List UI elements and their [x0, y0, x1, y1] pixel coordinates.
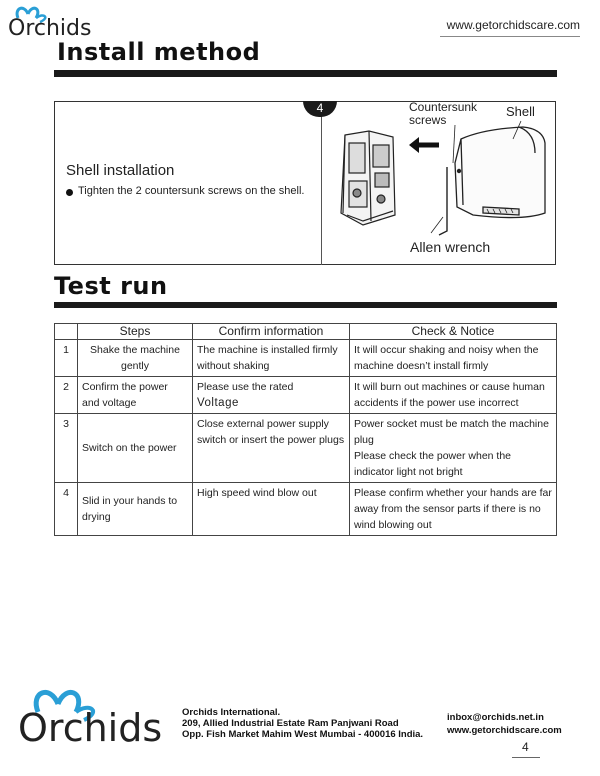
shell-installation-heading: Shell installation — [66, 162, 175, 179]
footer-address — [182, 707, 423, 740]
header-confirm-information: Confirm information — [193, 324, 350, 340]
footer-email[interactable]: inbox@orchids.net.in — [447, 712, 544, 723]
allen-wrench-icon — [439, 167, 447, 235]
row-number: 4 — [55, 483, 78, 536]
install-method-title: Install method — [57, 38, 261, 66]
test-run-title-rule — [54, 302, 557, 308]
logo-wordmark: Orchids — [18, 706, 163, 750]
header-divider — [440, 36, 580, 37]
header-check-notice: Check & Notice — [350, 324, 557, 340]
footer-contact — [447, 711, 562, 737]
test-run-table — [54, 323, 557, 536]
row-step: Slid in your hands to drying — [78, 483, 193, 536]
step-number-badge: 4 — [303, 101, 337, 117]
row-notice-line1: Power socket must be match the machine plug — [354, 418, 549, 446]
bullet-dot-icon — [66, 189, 73, 196]
orchids-logo-bottom — [16, 680, 163, 752]
row-step: Shake the machine gently — [78, 340, 193, 377]
row-notice — [350, 414, 557, 483]
table-header-row — [55, 324, 557, 340]
header-steps: Steps — [78, 324, 193, 340]
row-notice: It will burn out machines or cause human accidents if the power use incorrect — [350, 377, 557, 414]
row-step: Switch on the power — [78, 414, 193, 483]
row-number: 2 — [55, 377, 78, 414]
row-confirm — [193, 377, 350, 414]
row-confirm: High speed wind blow out — [193, 483, 350, 536]
shell-cover-icon — [455, 127, 545, 218]
table-row — [55, 377, 557, 414]
page-number: 4 — [522, 740, 529, 754]
row-confirm-line2: Voltage — [197, 397, 239, 409]
table-row — [55, 340, 557, 377]
row-notice: It will occur shaking and noisy when the machine doesn’t install firmly — [350, 340, 557, 377]
countersunk-screws-label — [409, 101, 477, 127]
orchids-logo-top — [6, 2, 92, 42]
row-number: 1 — [55, 340, 78, 377]
shell-installation-instruction: Tighten the 2 countersunk screws on the shell. — [78, 185, 305, 197]
table-row — [55, 483, 557, 536]
row-notice-line2: Please check the power when the indicator light not bright — [354, 450, 512, 478]
table-row — [55, 414, 557, 483]
logo-wordmark: Orchids — [8, 16, 92, 41]
header-website[interactable]: www.getorchidscare.com — [446, 18, 580, 32]
header-number-cell — [55, 324, 78, 340]
footer-address-line1: 209, Allied Industrial Estate Ram Panjwani Road — [182, 718, 399, 729]
footer-company: Orchids International. — [182, 707, 281, 718]
allen-wrench-label: Allen wrench — [410, 239, 491, 255]
countersunk-label-line1: Countersunk — [409, 100, 478, 114]
row-step: Confirm the power and voltage — [78, 377, 193, 414]
row-notice: Please confirm whether your hands are far away from the sensor parts if there is no wind blowing out — [350, 483, 557, 536]
footer-website[interactable]: www.getorchidscare.com — [447, 725, 562, 736]
install-title-rule — [54, 70, 557, 77]
test-run-title: Test run — [54, 272, 168, 300]
row-number: 3 — [55, 414, 78, 483]
install-box-divider — [321, 101, 322, 265]
page-number-rule — [512, 757, 540, 758]
footer-address-line2: Opp. Fish Market Mahim West Mumbai - 400016 India. — [182, 729, 424, 740]
screw-icon — [457, 169, 461, 173]
dryer-body-icon — [341, 131, 395, 225]
row-confirm: Close external power supply switch or insert the power plugs — [193, 414, 350, 483]
countersunk-label-line2: screws — [409, 113, 447, 127]
shell-label: Shell — [506, 104, 535, 119]
row-confirm-line1: Please use the rated — [197, 381, 294, 393]
row-confirm: The machine is installed firmly without shaking — [193, 340, 350, 377]
